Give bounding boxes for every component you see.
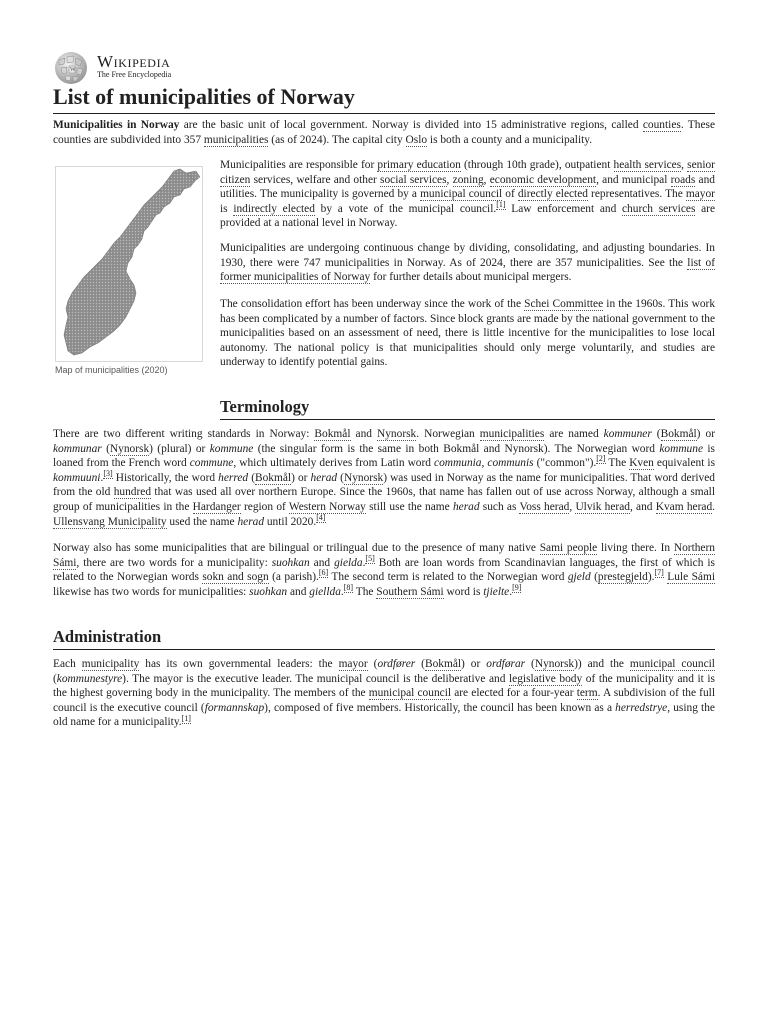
- link-primary-education[interactable]: primary education: [377, 159, 461, 171]
- intro-paragraph: Municipalities in Norway are the basic unit of local government. Norway is divided into 15 administrative regions, called counties. These counties are subdivided into 357 municipalities (as of 2024). The capital city Oslo is both a county and a municipality.: [53, 119, 716, 146]
- map-image[interactable]: [55, 166, 203, 362]
- consolidation-paragraph: The consolidation effort has been underway since the work of the Schei Committee in the 1960s. This work has been complicated by a number of factors. Since block grants are made by the national government to the municipalities based on an assessment of need, there is little incentive for the municipalities to lose local autonomy. The national policy is that municipalities should only merge voluntarily, and studies are underway to identify potential gains.: [220, 298, 716, 369]
- terminology-paragraph-1: There are two different writing standards in Norway: Bokmål and Nynorsk. Norwegian municipalities are named kommuner (Bokmål) or kommunar (Nynorsk) (plural) or kommune (the singular form is the same in both Bokmål and Nynorsk). The Norwegian word kommune is loaned from the French word commune, which ultimately derives from Latin word communia, communis ("common").[2] The Kven equivalent is kommuuni.[3] Historically, the word herred (Bokmål) or herad (Nynorsk) was used in Norway as the name for municipalities. That word derived from the old hundred that was used all over northern Europe. Since the 1960s, that name has fallen out of use across Norway, although a small group of municipalities in the Hardanger region of Western Norway still use the name herad such as Voss herad, Ulvik herad, and Kvam herad. Ullensvang Municipality used the name herad until 2020.[4]: [53, 428, 716, 528]
- reference-link[interactable]: [6]: [318, 568, 329, 578]
- link-mayor[interactable]: mayor: [685, 188, 715, 201]
- reference-link[interactable]: [7]: [654, 568, 664, 578]
- section-heading-administration: Administration: [53, 626, 715, 650]
- svg-text:W: W: [70, 67, 76, 73]
- reference-link[interactable]: [5]: [365, 553, 375, 563]
- link-former-municipalities[interactable]: list of former municipalities of Norway: [220, 256, 715, 284]
- link-bokmal[interactable]: Bokmål: [314, 428, 351, 440]
- link-kvam-herad[interactable]: Kvam herad: [655, 500, 713, 513]
- link-indirectly-elected[interactable]: indirectly elected: [233, 202, 315, 215]
- link-municipal-council[interactable]: municipal council: [420, 188, 503, 201]
- changes-paragraph: Municipalities are undergoing continuous change by dividing, consolidating, and adjusting boundaries. In 1930, there were 747 municipalities in Norway. As of 2024, there are 357 municipalities. See the list of former municipalities of Norway for further details about municipal mergers.: [220, 242, 715, 284]
- link-term[interactable]: term: [576, 687, 598, 700]
- link-municipal-council-3[interactable]: municipal council: [368, 687, 452, 700]
- link-directly-elected[interactable]: directly elected: [517, 188, 588, 201]
- reference-link[interactable]: [1]: [496, 199, 506, 209]
- link-municipalities[interactable]: municipalities: [203, 133, 269, 146]
- reference-link[interactable]: [1]: [181, 713, 191, 723]
- link-schei-committee[interactable]: Schei Committee: [524, 298, 604, 310]
- link-counties[interactable]: counties: [642, 119, 681, 131]
- link-roads[interactable]: roads: [670, 173, 696, 186]
- bold-lead: Municipalities in Norway: [53, 119, 180, 131]
- link-prestegjeld[interactable]: prestegjeld: [597, 571, 648, 584]
- link-municipality[interactable]: municipality: [81, 658, 140, 670]
- tagline: The Free Encyclopedia: [97, 70, 172, 79]
- link-lule-sami[interactable]: Lule Sámi: [667, 571, 715, 584]
- reference-link[interactable]: [4]: [316, 512, 326, 522]
- wordmark: Wikipedia: [97, 52, 171, 71]
- link-hundred[interactable]: hundred: [113, 486, 152, 499]
- responsibilities-paragraph: Municipalities are responsible for primary education (through 10th grade), outpatient health services, senior citizen services, welfare and other social services, zoning, economic development, and municipal roads and utilities. The municipality is governed by a municipal council of directly elected representatives. The mayor is indirectly elected by a vote of the municipal council.[1] Law enforcement and church services are provided at a national level in Norway.: [220, 159, 716, 230]
- link-sokn-and-sogn[interactable]: sokn and sogn: [202, 571, 269, 584]
- reference-link[interactable]: [9]: [512, 582, 522, 592]
- administration-paragraph: Each municipality has its own governmental leaders: the mayor (ordfører (Bokmål) or ordførar (Nynorsk)) and the municipal council (kommunestyre). The mayor is the executive leader. The municipal council is the deliberative and legislative body of the municipality and it is the highest governing body in the municipality. The members of the municipal council are elected for a four-year term. A subdivision of the full council is the executive council (formannskap), composed of five members. Historically, the council has been known as a herredstrye, using the old name for a municipality.[1]: [53, 658, 715, 729]
- link-nynorsk-3[interactable]: Nynorsk: [343, 471, 384, 484]
- link-northern-sami[interactable]: Northern Sámi: [53, 542, 715, 569]
- wikipedia-logo[interactable]: [53, 50, 353, 84]
- link-mayor-2[interactable]: mayor: [338, 658, 368, 670]
- link-nynorsk-4[interactable]: Nynorsk: [534, 658, 575, 670]
- link-voss-herad[interactable]: Voss herad: [519, 500, 570, 513]
- link-sami-people[interactable]: Sami people: [539, 542, 598, 554]
- reference-link[interactable]: [8]: [343, 582, 354, 592]
- link-church-services[interactable]: church services: [622, 202, 696, 215]
- link-hardanger[interactable]: Hardanger: [192, 500, 241, 513]
- link-municipal-council-2[interactable]: municipal council: [629, 658, 715, 670]
- link-bokmal-2[interactable]: Bokmål: [660, 428, 697, 440]
- terminology-paragraph-2: Norway also has some municipalities that are bilingual or trilingual due to the presence of many native Sami people living there. In Northern Sámi, there are two words for a municipality: suohkan and gielda.[5] Both are loan words from Scandinavian languages, the first of which is related to the Norwegian words sokn and sogn (a parish).[6] The second term is related to the Norwegian word gjeld (prestegjeld).[7] Lule Sámi likewise has two words for municipalities: suohkan and giellda.[8] The Southern Sámi word is tjielte.[9]: [53, 542, 715, 598]
- link-oslo[interactable]: Oslo: [405, 133, 428, 146]
- link-ullensvang[interactable]: Ullensvang Municipality: [53, 515, 167, 528]
- section-heading-terminology: Terminology: [220, 396, 715, 420]
- norway-map-icon: [56, 167, 202, 361]
- link-bokmal-4[interactable]: Bokmål: [424, 658, 462, 670]
- figure-caption: Map of municipalities (2020): [55, 365, 168, 375]
- link-bokmal-3[interactable]: Bokmål: [255, 471, 292, 484]
- page-title: List of municipalities of Norway: [53, 83, 715, 114]
- link-western-norway[interactable]: Western Norway: [288, 500, 366, 513]
- link-ulvik-herad[interactable]: Ulvik herad: [575, 500, 630, 513]
- link-economic-development[interactable]: economic development: [489, 173, 597, 186]
- globe-icon: [53, 51, 89, 85]
- link-health-services[interactable]: health services: [613, 159, 682, 171]
- reference-link[interactable]: [3]: [103, 468, 113, 478]
- link-social-services[interactable]: social services: [380, 173, 447, 186]
- map-figure: [55, 166, 203, 375]
- link-legislative-body[interactable]: legislative body: [508, 672, 583, 685]
- link-nynorsk-2[interactable]: Nynorsk: [109, 442, 150, 455]
- link-southern-sami[interactable]: Southern Sámi: [376, 585, 444, 598]
- reference-link[interactable]: [2]: [596, 454, 606, 464]
- link-kven[interactable]: Kven: [629, 457, 654, 470]
- link-senior-citizen[interactable]: senior citizen: [220, 159, 715, 186]
- link-nynorsk[interactable]: Nynorsk: [377, 428, 417, 440]
- link-zoning[interactable]: zoning: [452, 173, 484, 186]
- link-municipalities-2[interactable]: municipalities: [479, 428, 545, 440]
